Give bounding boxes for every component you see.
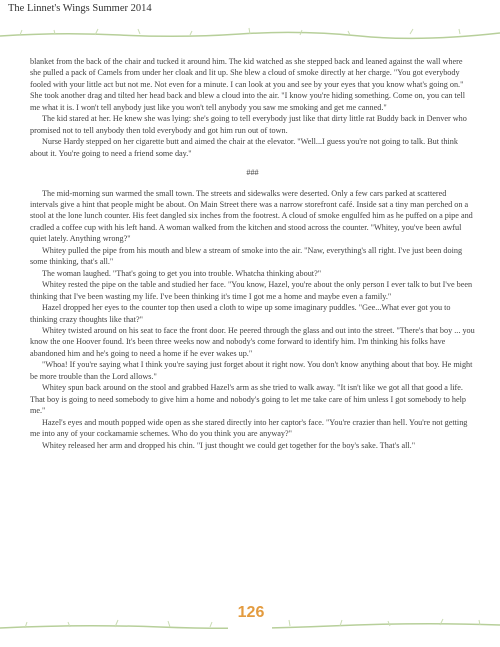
section-separator: ### xyxy=(246,168,259,178)
running-header: The Linnet's Wings Summer 2014 xyxy=(8,3,152,14)
paragraph: "Whoa! If you're saying what I think you're saying just forget about it right now. You don't know anything about that boy. He might be more trouble than the Lord allows." xyxy=(30,360,473,381)
paragraph: Whitey pulled the pipe from his mouth and blew a stream of smoke into the air. "Naw, everything's all right. I've just been doing some thinking, that's all." xyxy=(30,245,463,267)
paragraph: Hazel's eyes and mouth popped wide open as she stared directly into her captor's face. "You're crazier than hell. You're not getting me into any of your cockamamie schemes. Who do you think you are anyway?" xyxy=(30,417,468,439)
paragraph: The mid-morning sun warmed the small town. The streets and sidewalks were deserted. Only a few cars parked at scattered intervals give a hint that people might be about. On Main Street there was a narrow storefront café. Inside sat a tiny man perched on a stool at the lone lunch counter. His feet dangled six inches from the footrest. A cloud of smoke engulfed him as he puffed on a pipe and cradled a coffee cup with his left hand. A woman walked from the kitchen and stood across the counter. "Whitey, you've been awful quiet lately. Anything wrong?" xyxy=(30,188,473,244)
paragraph: The kid stared at her. He knew she was lying: she's going to tell everybody just like that dirty little rat Buddy back in Denver who promised not to tell anybody then told everybody and got him run out of town. xyxy=(30,114,467,135)
paragraph: Whitey spun back around on the stool and grabbed Hazel's arm as she tried to walk away. "It isn't like we got all that good a life. That boy is going to need somebody to give him a home and nobody's going to let me take care of him unless I got somebody to help me." xyxy=(30,383,467,416)
paragraph: Whitey twisted around on his seat to face the front door. He peered through the glass and out into the street. "There's that boy ... you know the one Hoover found. It's been three weeks now and nobody's come forward to identify him. I'm thinking his folks have abandoned him and he's going to need a home if he ever wakes up." xyxy=(30,325,475,358)
paragraph: Whitey rested the pipe on the table and studied her face. "You know, Hazel, you're about the only person I ever talk to but I've been thinking that I've been wasting my life. I've been thinking it's time I got me a home and maybe even a family." xyxy=(30,280,473,301)
paragraph: The woman laughed. "That's going to get you into trouble. Whatcha thinking about?" xyxy=(42,268,322,278)
paragraph: Whitey released her arm and dropped his chin. "I just thought we could get together for the boy's sake. That's all." xyxy=(42,440,416,450)
top-grass-border xyxy=(0,14,500,54)
paragraph: blanket from the back of the chair and tucked it around him. The kid watched as she stepped back and leaned against the wall where she pulled a pack of Camels from under her cloak and lit up. She blew a cloud of smoke directly at her charge. "You got everybody fooled with your little act but not me. Not even for a minute. I can look at you and see by your eyes that you know what's going on." She took another drag and tilted her head back and blew a cloud into the air. "I know you're hiding something. Come on, you can tell me what it is. I won't tell anybody just like you won't tell anybody you saw me smoking and get me canned." xyxy=(30,57,466,112)
paragraph: Hazel dropped her eyes to the counter top then used a cloth to wipe up some imaginary puddles. "Gee...What ever got you to thinking crazy thoughts like that?" xyxy=(30,303,451,324)
article-body xyxy=(30,56,475,451)
page-number: 126 xyxy=(237,604,265,621)
paragraph: Nurse Hardy stepped on her cigarette butt and aimed the chair at the elevator. "Well...I guess you're not going to talk. But think about it. You're going to need a friend some day." xyxy=(30,137,458,158)
